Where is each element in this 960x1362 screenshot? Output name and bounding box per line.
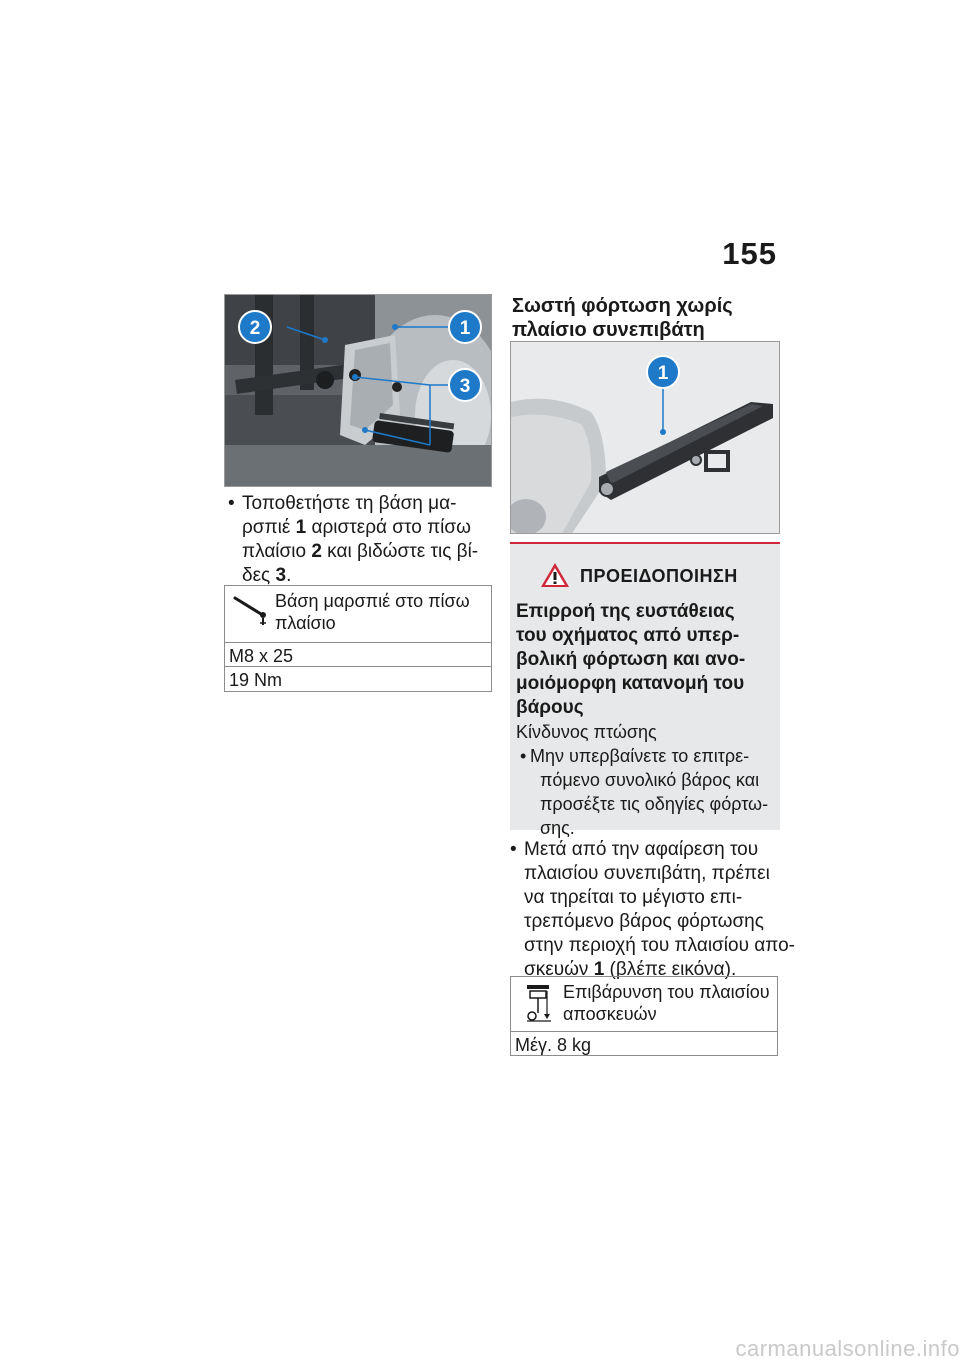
callout-3-label: 3 — [459, 376, 471, 397]
luggage-rack-load-icon — [523, 983, 553, 1028]
warning-box — [510, 542, 780, 838]
warning-triangle-icon — [540, 562, 570, 593]
warning-risk: Κίνδυνος πτώσης — [516, 722, 657, 742]
luggage-rack-figure — [510, 341, 780, 534]
warning-bullet: • Μην υπερβαίνετε το επιτρε- πόμενο συνολικό βάρος και προσέξτε τις οδηγίες φόρτω- σης. — [520, 746, 769, 838]
torque-spec-bolt: M8 x 25 — [225, 642, 491, 666]
load-spec-title: αποσκευών — [563, 1004, 657, 1024]
torque-spec-header — [225, 586, 491, 642]
install-bullet — [228, 492, 492, 588]
ref-1: 1 — [295, 517, 307, 538]
bullet-line: Τοποθετήστε τη βάση μα- — [242, 493, 457, 514]
torque-spec-table — [224, 585, 492, 692]
page-number: 155 — [722, 236, 777, 271]
torque-spec-title: πλαίσιο — [275, 613, 336, 633]
bullet-dot: • — [510, 839, 517, 860]
bullet-line: ρσπιέ 1 αριστερά στο πίσω — [242, 517, 471, 538]
callout-1-label: 1 — [459, 318, 471, 339]
footrest-bracket-figure — [224, 294, 492, 487]
load-spec-title: Επιβάρυνση του πλαισίου — [563, 982, 770, 1002]
warning-title: Επιρροή της ευστάθειας του οχήματος από υπερ- βολική φόρτωση και ανο- μοιόμορφη κατανομή του βάρους — [516, 601, 746, 718]
torque-wrench-icon — [231, 592, 271, 631]
bullet-line: πλαίσιο 2 και βιδώστε τις βί- — [242, 541, 479, 562]
ref-2: 2 — [311, 541, 322, 562]
ref-1: 1 — [593, 959, 605, 980]
ref-3: 3 — [275, 565, 287, 586]
bullet-line: δες 3. — [242, 565, 292, 586]
bullet-dot: • — [520, 746, 527, 766]
footrest-bracket-illustration — [225, 295, 492, 487]
load-spec-table — [510, 976, 778, 1056]
load-spec-value: Μέγ. 8 kg — [511, 1031, 777, 1056]
luggage-rack-illustration — [511, 342, 780, 534]
bullet-dot: • — [228, 493, 235, 514]
load-spec-header — [511, 977, 777, 1031]
callout-2-label: 2 — [249, 318, 261, 339]
torque-spec-value: 19 Nm — [225, 666, 491, 691]
watermark: carmanualsonline.info — [735, 1336, 960, 1361]
load-bullet: • Μετά από την αφαίρεση του πλαισίου συνεπιβάτη, πρέπει να τηρείται το μέγιστο επι- τρεπόμενο βάρος φόρτωσης στην περιοχή του πλαισίου απο- σκευών 1 (βλέπε εικόνα). — [510, 839, 795, 980]
torque-spec-title: Βάση μαρσπιέ στο πίσω — [275, 591, 470, 611]
warning-heading: ΠΡΟΕΙΔΟΠΟΙΗΣΗ — [580, 566, 738, 586]
callout-1-label: 1 — [657, 363, 669, 384]
section-title: Σωστή φόρτωση χωρίς πλαίσιο συνεπιβάτη — [512, 295, 733, 341]
